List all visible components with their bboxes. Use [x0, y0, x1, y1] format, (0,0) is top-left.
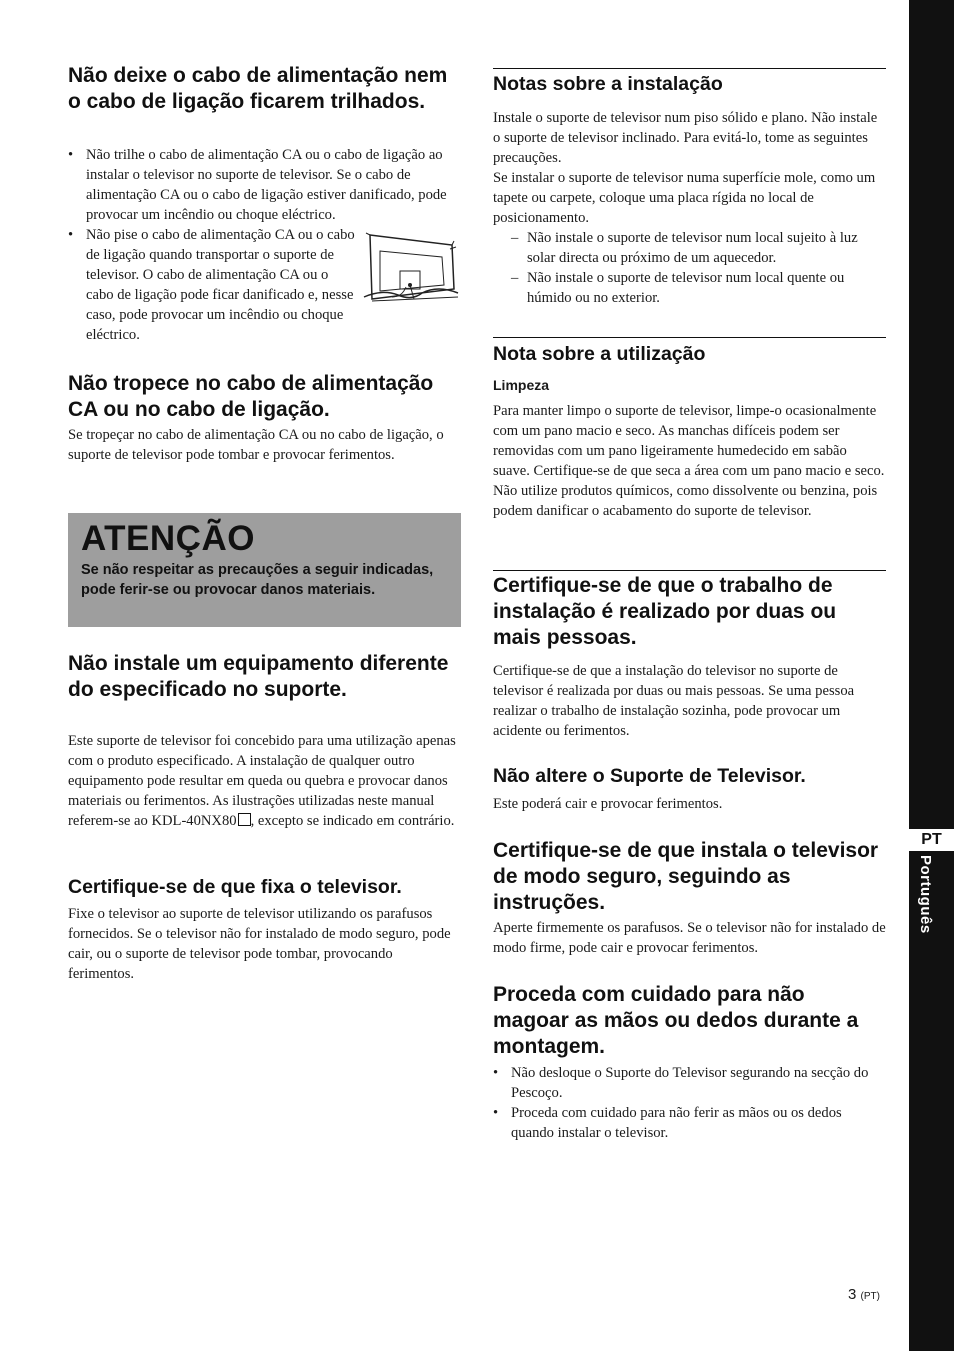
- heading-hands-care: Proceda com cuidado para não magoar as mãos ou dedos durante a montagem.: [493, 983, 859, 1058]
- paragraph-cleaning: Para manter limpo o suporte de televisor, limpe-o ocasionalmente com um pano macio e seco. As manchas difíceis podem ser removidas com um pano ligeiramente humedecido em sabão suave. Certifique-se de que seca a área com um pano macio e seco. Não utilize produtos químicos, como dissolvente ou benzina, pois podem danificar o acabamento do suporte de televisor.: [493, 403, 885, 519]
- paragraph-installation: Instale o suporte de televisor num piso sólido e plano. Não instale o suporte de televisor inclinado. Para evitá-lo, tome as seguintes precauções.: [493, 110, 878, 166]
- tv-stand-illustration: [362, 227, 462, 309]
- paragraph-other-equipment: [68, 731, 461, 831]
- caution-text: Se não respeitar as precauções a seguir indicadas, pode ferir-se ou provocar danos materiais.: [81, 562, 434, 598]
- dash-list-installation: [493, 228, 886, 308]
- heading-trip-cable: Não tropece no cabo de alimentação CA ou no cabo de ligação.: [68, 372, 434, 421]
- heading-installation-notes: Notas sobre a instalação: [493, 73, 723, 95]
- list-item: • Não desloque o Suporte do Televisor segurando na secção do Pescoço.: [493, 1063, 886, 1103]
- list-item: – Não instale o suporte de televisor num local sujeito à luz solar directa ou próximo de um aquecedor.: [493, 228, 886, 268]
- subheading-cleaning: Limpeza: [493, 377, 550, 393]
- paragraph-two-people: Certifique-se de que a instalação do televisor no suporte de televisor é realizada por duas ou mais pessoas. Se uma pessoa realizar o trabalho de instalação sozinha, pode provocar um acidente ou ferimentos.: [493, 663, 855, 739]
- heading-other-equipment: Não instale um equipamento diferente do especificado no suporte.: [68, 652, 449, 701]
- bullet-list-cables: [68, 145, 461, 225]
- heading-cables-trapped: Não deixe o cabo de alimentação nem o cabo de ligação ficarem trilhados.: [68, 64, 448, 113]
- section-rule: [493, 337, 886, 338]
- heading-two-people: Certifique-se de que o trabalho de instalação é realizado por duas ou mais pessoas.: [493, 574, 837, 649]
- heading-usage-note: Nota sobre a utilização: [493, 343, 706, 365]
- caution-title: ATENÇÃO: [81, 519, 255, 558]
- page-number-value: 3: [848, 1286, 857, 1303]
- paragraph-fix-tv: Fixe o televisor ao suporte de televisor utilizando os parafusos fornecidos. Se o televisor não for instalado de modo seguro, pode cair, ou o suporte de televisor pode tombar, provocando ferimentos.: [68, 906, 451, 982]
- paragraph-do-not-alter: Este poderá cair e provocar ferimentos.: [493, 796, 723, 812]
- bullet-list-hands: [493, 1063, 886, 1143]
- section-rule: [493, 68, 886, 69]
- paragraph-install-safely: Aperte firmemente os parafusos. Se o televisor não for instalado de modo firme, pode cair e provocar ferimentos.: [493, 920, 886, 956]
- list-item: – Não instale o suporte de televisor num local quente ou húmido ou no exterior.: [493, 268, 886, 308]
- language-tab: PT: [909, 829, 954, 851]
- paragraph-trip-cable: Se tropeçar no cabo de alimentação CA ou no cabo de ligação, o suporte de televisor pode tombar e provocar ferimentos.: [68, 427, 444, 463]
- paragraph-text-end: , excepto se indicado em contrário.: [250, 813, 455, 829]
- heading-install-safely: Certifique-se de que instala o televisor de modo seguro, seguindo as instruções.: [493, 839, 879, 914]
- section-rule: [493, 570, 886, 571]
- page-number-suffix: (PT): [860, 1291, 880, 1302]
- language-label: Português: [917, 855, 934, 934]
- paragraph-text: Este suporte de televisor foi concebido para uma utilização apenas com o produto especificado. A instalação de qualquer outro equipamento pode resultar em queda ou quebra e provocar danos materiais ou ferimentos. As ilustrações utilizadas neste manual referem-se ao KDL-40NX80: [68, 733, 456, 829]
- paragraph-installation-2: Se instalar o suporte de televisor numa superfície mole, como um tapete ou carpete, coloque uma placa rígida no local de posicionamento.: [493, 170, 876, 226]
- model-placeholder-box: [238, 813, 251, 826]
- list-item: • Não trilhe o cabo de alimentação CA ou o cabo de ligação ao instalar o televisor no suporte de televisor. Se o cabo de alimentação CA ou o cabo de ligação estiver danificado, pode provocar um incêndio ou choque eléctrico.: [68, 145, 461, 225]
- page-number: [848, 1286, 880, 1303]
- caution-box: [68, 513, 461, 627]
- heading-fix-tv: Certifique-se de que fixa o televisor.: [68, 876, 402, 898]
- list-item: • Proceda com cuidado para não ferir as mãos ou os dedos quando instalar o televisor.: [493, 1103, 886, 1143]
- list-item-text: Não pise o cabo de alimentação CA ou o cabo de ligação quando transportar o suporte de televisor. O cabo de alimentação CA ou o cabo de ligação pode ficar danificado e, nesse caso, pode provocar um incêndio ou choque eléctrico.: [86, 227, 355, 343]
- list-item: [68, 225, 358, 345]
- bullet-list-cables-2: [68, 225, 358, 345]
- language-sidebar: [909, 0, 954, 1351]
- heading-do-not-alter: Não altere o Suporte de Televisor.: [493, 765, 806, 787]
